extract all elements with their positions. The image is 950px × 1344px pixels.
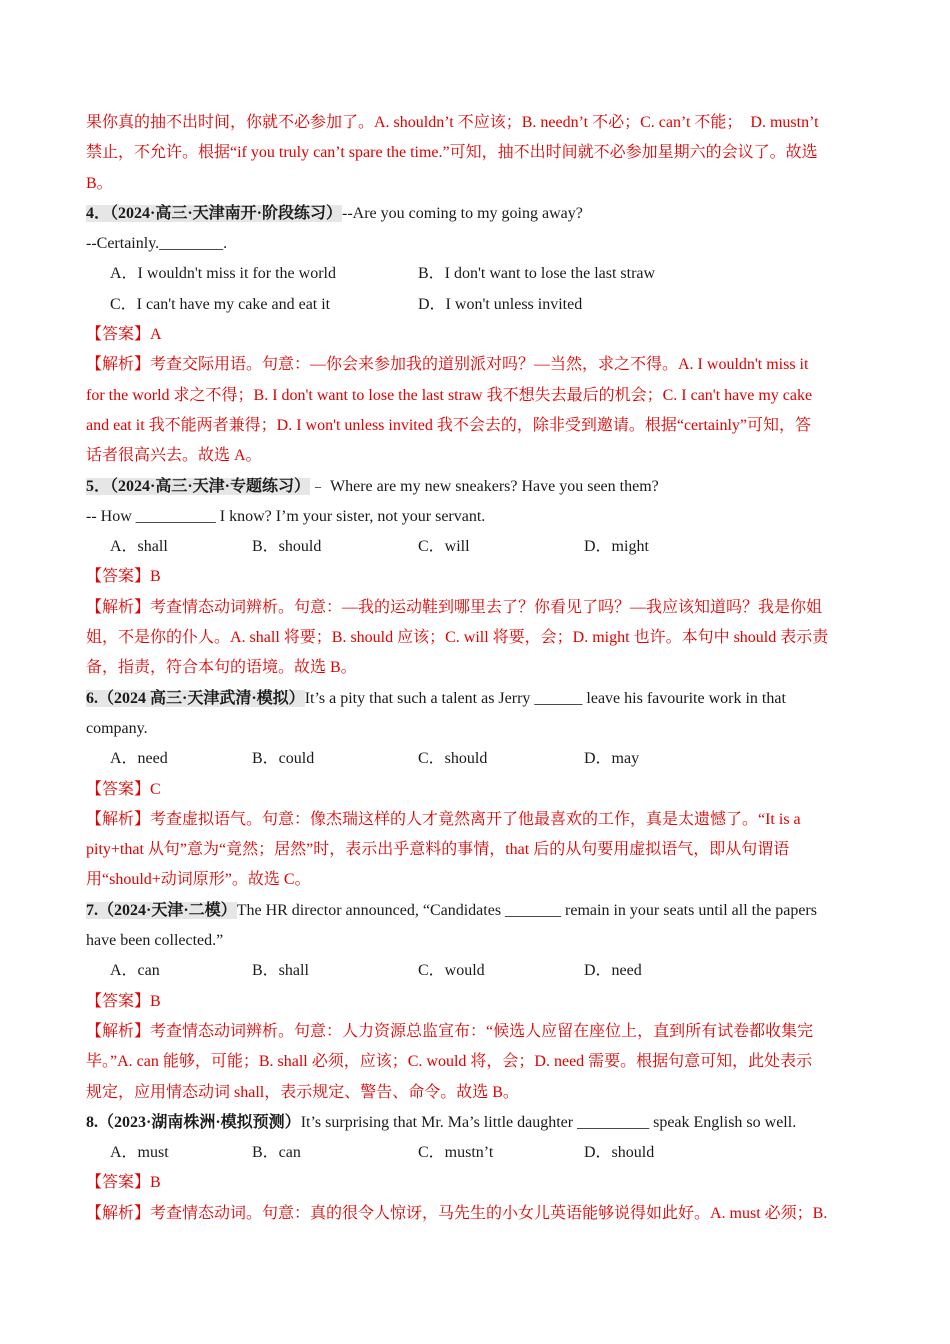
question-source: 8.（2023·湖南株洲·模拟预测）: [86, 1113, 301, 1131]
analysis-line: 毕。”A. can 能够，可能；B. shall 必须，应该；C. would 将，会；D. need 需要。根据句意可知，此处表示: [86, 1053, 813, 1071]
analysis-line: 备，指责，符合本句的语境。故选 B。: [86, 659, 357, 677]
option-b: B．could: [252, 750, 315, 768]
option-d: D．may: [584, 750, 640, 768]
question-text: The HR director announced, “Candidates _______ remain in your seats until all the papers: [236, 901, 817, 919]
option-a: A．need: [110, 750, 168, 768]
analysis-line: 话者很高兴去。故选 A。: [86, 447, 262, 465]
analysis: [86, 1199, 866, 1229]
analysis-line: 用“should+动词原形”。故选 C。: [86, 871, 311, 889]
option-c: C．would: [418, 962, 485, 980]
analysis-line: 规定，应用情态动词 shall，表示规定、警告、命令。故选 B。: [86, 1083, 519, 1101]
option-d: D．need: [584, 962, 642, 980]
options-row: [86, 744, 866, 774]
question-text-line: --Certainly.________.: [86, 235, 228, 253]
option-d: D．I won't unless invited: [418, 295, 583, 313]
answer: 【答案】B: [86, 992, 161, 1010]
question-source: 6.（2024 高三·天津武清·模拟）: [86, 689, 305, 707]
text-line: 禁止，不允许。根据“if you truly can’t spare the time.”可知，抽不出时间就不必参加星期六的会议了。故选: [86, 144, 818, 162]
options-row: [86, 290, 866, 320]
option-a: A．must: [110, 1144, 169, 1162]
option-b: B．shall: [252, 962, 309, 980]
options-row: [86, 1138, 866, 1168]
text-line: B。: [86, 174, 113, 192]
question-text: It’s surprising that Mr. Ma’s little daughter _________ speak English so well.: [300, 1113, 797, 1131]
analysis-line: and eat it 我不能两者兼得；D. I won't unless invited 我不会去的，除非受到邀请。根据“certainly”可知，答: [86, 416, 812, 434]
text-line: 果你真的抽不出时间，你就不必参加了。A. shouldn’t 不应该；B. needn’t 不必；C. can’t 不能； D. mustn’t: [86, 114, 819, 131]
question-6: [86, 684, 866, 896]
question-text-line: -- How __________ I know? I’m your sister, not your servant.: [86, 507, 486, 525]
options-row: [86, 532, 866, 562]
analysis: [86, 1017, 866, 1108]
document-page: [86, 108, 866, 1229]
options-row: [86, 956, 866, 986]
option-a: A．can: [110, 962, 160, 980]
option-a: A．I wouldn't miss it for the world: [110, 265, 336, 283]
answer: 【答案】A: [86, 326, 162, 344]
option-c: C．should: [418, 750, 488, 768]
analysis-line: pity+that 从句”意为“竟然；居然”时，表示出乎意料的事情，that 后的从句要用虚拟语气，即从句谓语: [86, 841, 790, 859]
question-source: 5．（2024·高三·天津·专题练习）: [86, 477, 311, 495]
option-b: B．can: [252, 1144, 301, 1162]
question-stem: [86, 896, 866, 926]
question-4: [86, 199, 866, 472]
answer: 【答案】B: [86, 1174, 161, 1192]
analysis: [86, 805, 866, 896]
question-7: [86, 896, 866, 1108]
answer: 【答案】B: [86, 568, 161, 586]
question-text-line: company.: [86, 719, 148, 737]
option-c: C．I can't have my cake and eat it: [110, 295, 331, 313]
analysis-line: 【解析】考查情态动词辨析。句意：—我的运动鞋到哪里去了？你看见了吗？—我应该知道吗？我是你姐: [86, 598, 823, 616]
question-source: 4．（2024·高三·天津南开·阶段练习）: [86, 204, 343, 222]
question-8: [86, 1108, 866, 1229]
question-text: It’s a pity that such a talent as Jerry ______ leave his favourite work in that: [304, 689, 786, 707]
option-c: C．mustn’t: [418, 1144, 494, 1162]
option-a: A．shall: [110, 538, 168, 556]
analysis-line: 【解析】考查虚拟语气。句意：像杰瑞这样的人才竟然离开了他最喜欢的工作，真是太遗憾了。“It is a: [86, 810, 801, 828]
question-stem: [86, 1108, 866, 1138]
question-text: ﹣ Where are my new sneakers? Have you seen them?: [310, 477, 659, 495]
question-text-line: have been collected.”: [86, 932, 224, 950]
analysis-line: 【解析】考查交际用语。句意：—你会来参加我的道别派对吗？—当然，求之不得。A. I wouldn't miss it: [86, 356, 809, 374]
option-d: D．might: [584, 538, 649, 556]
analysis-line: 【解析】考查情态动词辨析。句意：人力资源总监宣布：“候选人应留在座位上，直到所有试卷都收集完: [86, 1022, 814, 1040]
analysis-line: for the world 求之不得；B. I don't want to lose the last straw 我不想失去最后的机会；C. I can't have my cake: [86, 386, 813, 404]
question-source: 7.（2024·天津·二模）: [86, 901, 237, 919]
answer: 【答案】C: [86, 780, 161, 798]
previous-analysis: [86, 108, 866, 199]
analysis: [86, 593, 866, 684]
question-stem: [86, 199, 866, 229]
question-5: [86, 472, 866, 684]
option-b: B．I don't want to lose the last straw: [418, 265, 656, 283]
analysis: [86, 350, 866, 471]
option-b: B．should: [252, 538, 322, 556]
options-row: [86, 259, 866, 289]
analysis-line: 姐，不是你的仆人。A. shall 将要；B. should 应该；C. will 将要，会；D. might 也许。本句中 should 表示责: [86, 629, 829, 647]
analysis-line: 【解析】考查情态动词。句意：真的很令人惊讶，马先生的小女儿英语能够说得如此好。A. must 必须；B.: [86, 1204, 828, 1222]
question-stem: [86, 684, 866, 714]
question-stem: [86, 472, 866, 502]
question-text: --Are you coming to my going away?: [342, 204, 583, 222]
option-c: C．will: [418, 538, 470, 556]
option-d: D．should: [584, 1144, 655, 1162]
